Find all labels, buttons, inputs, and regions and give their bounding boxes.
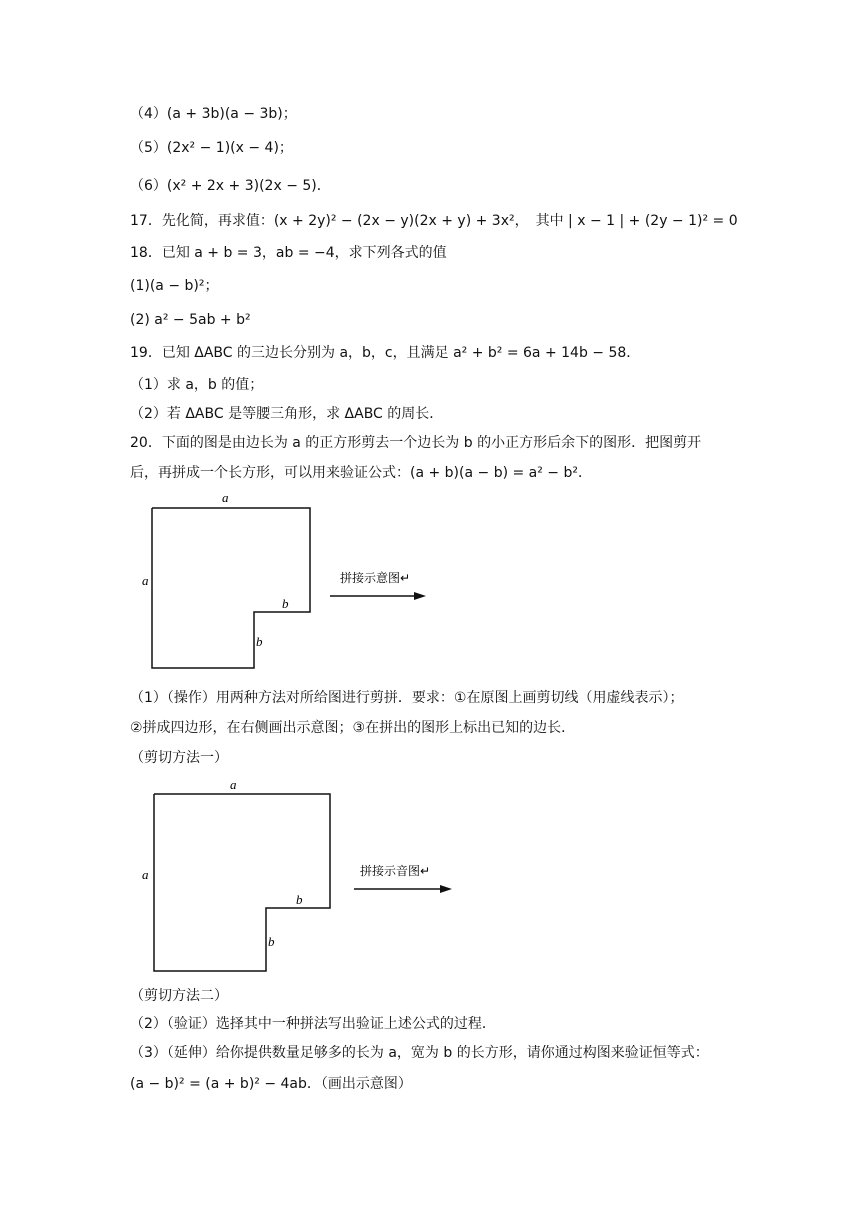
figure-1-arrow-caption: 拼接示意图↵: [340, 571, 411, 585]
question-20-operation-1: （1）（操作）用两种方法对所给图进行剪拼．要求：①在原图上画剪切线（用虚线表示）；: [130, 690, 684, 706]
question-20-extend-2: (a − b)² = (a + b)² − 4ab．（画出示意图）: [130, 1076, 412, 1092]
question-20-verify: （2）（验证）选择其中一种拼法写出验证上述公式的过程．: [130, 1016, 496, 1032]
question-19-part-1: （1）求 a，b 的值；: [130, 377, 264, 393]
question-19: 19．已知 ΔABC 的三边长分别为 a，b，c，且满足 a² + b² = 6a + 14b − 58．: [130, 345, 641, 361]
question-16-4: （4）(a + 3b)(a − 3b)；: [130, 106, 297, 122]
figure-2-arrow-head: [440, 885, 452, 893]
question-20-line-1: 20．下面的图是由边长为 a 的正方形剪去一个边长为 b 的小正方形后余下的图形．把图剪开: [130, 435, 702, 451]
question-19-part-2: （2）若 ΔABC 是等腰三角形，求 ΔABC 的周长．: [130, 406, 444, 422]
figure-2-label-a-top: a: [230, 777, 237, 792]
question-17: 17．先化简，再求值：(x + 2y)² − (2x − y)(2x + y) + 3x²， 其中 | x − 1 | + (2y − 1)² = 0: [130, 213, 738, 229]
cut-method-2-label: （剪切方法二）: [130, 988, 228, 1004]
figure-1-label-a-left: a: [142, 573, 149, 588]
question-16-5: （5）(2x² − 1)(x − 4)；: [130, 140, 293, 156]
figure-1-label-b-vertical: b: [256, 634, 263, 649]
figure-1-arrow-head: [414, 592, 426, 600]
question-16-6: （6）(x² + 2x + 3)(2x − 5)．: [130, 178, 331, 194]
figure-2-label-a-left: a: [142, 867, 149, 882]
question-20-line-2: 后，再拼成一个长方形，可以用来验证公式：(a + b)(a − b) = a² − b²．: [130, 465, 592, 481]
cut-method-1-label: （剪切方法一）: [130, 750, 228, 766]
figure-2-arrow-caption: 拼接示音图↵: [360, 864, 431, 878]
question-18-part-2: (2) a² − 5ab + b²: [130, 312, 251, 328]
figure-1-label-b-horizontal: b: [282, 596, 289, 611]
figure-1-l-shape: [130, 488, 450, 678]
figure-1-label-a-top: a: [222, 490, 229, 505]
figure-2-label-b-vertical: b: [268, 934, 275, 949]
question-20-operation-2: ②拼成四边形，在右侧画出示意图；③在拼出的图形上标出已知的边长．: [130, 720, 576, 736]
question-20-extend-1: （3）（延伸）给你提供数量足够多的长为 a，宽为 b 的长方形，请你通过构图来验证恒等式：: [130, 1045, 709, 1061]
figure-2-label-b-horizontal: b: [296, 892, 303, 907]
question-18-part-1: (1)(a − b)²；: [130, 278, 219, 294]
l-shape-outline: [152, 508, 310, 668]
figure-2-l-shape: [130, 776, 470, 976]
l-shape-outline-2: [154, 794, 330, 971]
question-18: 18．已知 a + b = 3，ab = −4，求下列各式的值: [130, 245, 447, 261]
